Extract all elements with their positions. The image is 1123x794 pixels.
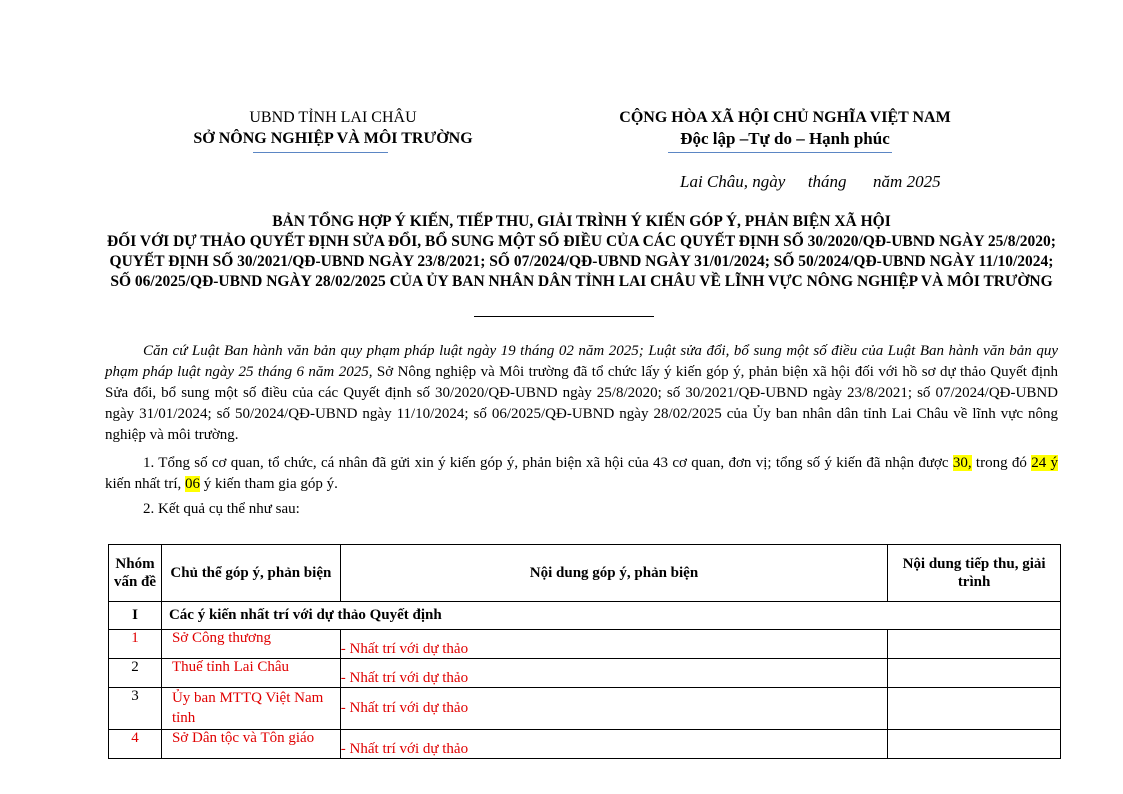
date-year: năm 2025 [873, 172, 941, 191]
legal-basis-body: Sở Nông nghiệp và Môi trường đã tổ chức lấy ý kiến góp ý, phản biện xã hội đối với hồ sơ dự thảo Quyết định Sửa đổi, bổ sung một số điều của các Quyết định số 30/2020/QĐ-UBND ngày 25/8/2020; số 30/2021/QĐ-UBND ngày 23/8/2021; số 07/2024/QĐ-UBND ngày 31/01/2024; số 50/2024/QĐ-UBND ngày 11/10/2024; số 06/2025/QĐ-UBND ngày 28/02/2025 của Ủy ban nhân dân tỉnh Lai Châu về lĩnh vực nông nghiệp và môi trường. [105, 364, 1059, 443]
summary-text-a: 1. Tổng số cơ quan, tổ chức, cá nhân đã gửi xin ý kiến góp ý, phản biện xã hội của 43 cơ quan, đơn vị; tổng số ý kiến đã nhận được [143, 455, 953, 471]
row-content [340, 630, 887, 659]
table-header-row [109, 545, 1061, 602]
date-place: Lai Châu, ngày [680, 172, 786, 191]
summary-text-d: ý kiến tham gia góp ý. [199, 476, 338, 492]
date-month: tháng [807, 172, 847, 191]
row-content-text: - Nhất trí với dự thảo [340, 741, 469, 757]
section-title: Các ý kiến nhất trí với dự thảo Quyết định [161, 602, 1060, 630]
row-content [340, 688, 887, 730]
contrib-count-highlight: 06 [184, 476, 200, 492]
row-content-text: - Nhất trí với dự thảo [340, 670, 469, 686]
row-content [340, 659, 887, 688]
motto: Độc lập –Tự do – Hạnh phúc [680, 129, 890, 148]
row-subject: Thuế tỉnh Lai Châu [161, 659, 340, 688]
legal-basis-paragraph [105, 341, 1058, 446]
row-response [888, 630, 1061, 659]
row-number: 2 [109, 659, 162, 688]
row-subject: Sở Công thương [161, 630, 340, 659]
row-number: 3 [109, 688, 162, 730]
summary-text-b: trong đó [971, 455, 1032, 471]
summary-text-c: kiến nhất trí, [105, 476, 185, 492]
issuer-province: UBND TỈNH LAI CHÂU [249, 109, 417, 126]
row-subject: Ủy ban MTTQ Việt Nam tỉnh [161, 688, 340, 730]
row-response [888, 688, 1061, 730]
table-row [109, 659, 1061, 688]
row-content-text: - Nhất trí với dự thảo [340, 641, 469, 657]
national-motto-block [595, 107, 975, 149]
title-line-2: ĐỐI VỚI DỰ THẢO QUYẾT ĐỊNH SỬA ĐỔI, BỔ SUNG MỘT SỐ ĐIỀU CỦA CÁC QUYẾT ĐỊNH SỐ 30/2020/QĐ-UBND NGÀY 25/8/2020; QUYẾT ĐỊNH SỐ 30/2021/QĐ-UBND NGÀY 23/8/2021; SỐ 07/2024/QĐ-UBND NGÀY 31/01/2024; SỐ 50/2024/QĐ-UBND NGÀY 11/10/2024; SỐ 06/2025/QĐ-UBND NGÀY 28/02/2025 CỦA ỦY BAN NHÂN DÂN TỈNH LAI CHÂU VỀ LĨNH VỰC NÔNG NGHIỆP VÀ MÔI TRƯỜNG [107, 233, 1056, 290]
title-line-1: BẢN TỔNG HỢP Ý KIẾN, TIẾP THU, GIẢI TRÌNH Ý KIẾN GÓP Ý, PHẢN BIỆN XÃ HỘI [272, 213, 891, 230]
total-opinions-highlight: 30, [952, 455, 972, 471]
row-number: 4 [109, 730, 162, 759]
table-row [109, 730, 1061, 759]
row-number: 1 [109, 630, 162, 659]
section-row [109, 602, 1061, 630]
title-underline [474, 316, 654, 317]
agree-count-highlight: 24 ý [1031, 455, 1059, 471]
table-row [109, 630, 1061, 659]
col-header-response: Nội dung tiếp thu, giải trình [888, 545, 1061, 602]
issuer-department: SỞ NÔNG NGHIỆP VÀ MÔI TRƯỜNG [193, 130, 473, 147]
table-row [109, 688, 1061, 730]
row-response [888, 659, 1061, 688]
col-header-group: Nhóm vấn đề [109, 545, 162, 602]
issuer-underline [253, 152, 388, 153]
section-number: I [109, 602, 162, 630]
motto-underline [668, 152, 892, 153]
issuer-block [170, 107, 496, 149]
legal-basis-citation: Căn cứ Luật Ban hành văn bản quy phạm pháp luật ngày 19 tháng 02 năm 2025; Luật sửa đổi, bổ sung một số điều của Luật Ban hành văn bản quy phạm pháp luật ngày 25 tháng 6 năm 2025, [105, 343, 1058, 380]
row-response [888, 730, 1061, 759]
row-content [340, 730, 887, 759]
col-header-content: Nội dung góp ý, phản biện [340, 545, 887, 602]
opinions-table [108, 544, 1061, 759]
country-name: CỘNG HÒA XÃ HỘI CHỦ NGHĨA VIỆT NAM [619, 109, 951, 126]
col-header-subject: Chủ thể góp ý, phản biện [161, 545, 340, 602]
results-intro: 2. Kết quả cụ thể như sau: [143, 501, 300, 517]
row-subject: Sở Dân tộc và Tôn giáo [161, 730, 340, 759]
summary-paragraph [105, 453, 1058, 495]
row-content-text: - Nhất trí với dự thảo [340, 700, 469, 716]
document-date [680, 172, 941, 192]
document-title [105, 212, 1058, 292]
